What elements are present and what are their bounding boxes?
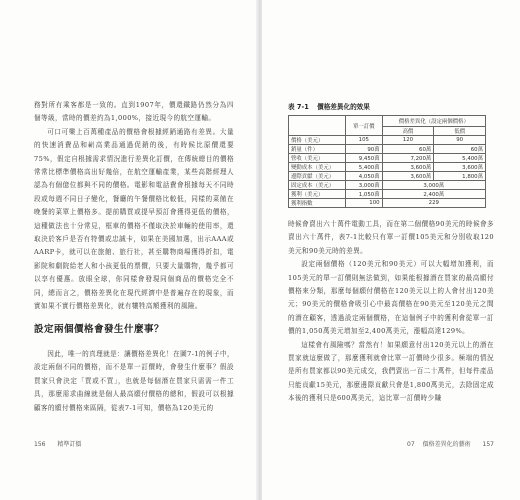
paragraph: 務對所有乘客都是一致的。直到1907年，價還鐵路仍然分為四個等級，當時的價差約為1,000%，接近現今的航空運輸。 bbox=[34, 101, 234, 123]
right-body bbox=[288, 218, 494, 406]
left-body-bottom bbox=[34, 348, 234, 415]
section-heading: 設定兩個價格會發生什麼事？ bbox=[34, 324, 165, 335]
row-label: 營收（美元） bbox=[289, 154, 346, 163]
cell-single: 5,400萬 bbox=[346, 163, 383, 172]
running-title: 價格差異化的藝術 bbox=[422, 441, 471, 448]
table-caption-label: 表 7-1 bbox=[288, 103, 309, 111]
table-header-high: 高價 bbox=[382, 127, 434, 136]
cell-high: 3,600萬 bbox=[382, 172, 434, 181]
cell-single: 90萬 bbox=[346, 145, 383, 154]
cell-single: 1,050萬 bbox=[346, 190, 383, 199]
cell-high: 3,600萬 bbox=[382, 163, 434, 172]
paragraph: 時候會賣出六十萬件電動工具，而在第二個價格90美元的時候會多賣出六十萬件，表7-1比較只有單一訂價105美元和分別收取120美元和90美元時的差異。 bbox=[288, 220, 494, 255]
chapter-number: 07 bbox=[407, 441, 415, 448]
cell-merged: 3,000萬 bbox=[382, 181, 485, 190]
left-folio bbox=[34, 439, 81, 448]
table-caption-title: 價格差異化的效果 bbox=[317, 103, 370, 111]
left-body-top bbox=[34, 99, 234, 314]
cell-high: 60萬 bbox=[382, 145, 434, 154]
cell-single: 3,000萬 bbox=[346, 181, 383, 190]
cell-single: 105 bbox=[346, 136, 383, 145]
table-header-group: 價格差異化（設定兩個價格） bbox=[382, 116, 485, 127]
row-label: 獲利（美元） bbox=[289, 190, 346, 199]
cell-low: 5,400萬 bbox=[434, 154, 486, 163]
row-label: 價格（美元） bbox=[289, 136, 346, 145]
cell-single: 100 bbox=[346, 199, 383, 208]
cell-merged: 229 bbox=[382, 199, 485, 208]
paragraph: 因此，唯一的真理就是：讓價格差異化！在圖7-1的例子中，設定兩個不同的價格，而不是單一訂價時，會發生什麼事？假設買家只會決定「買或不買」，也就是每個潛在買家只需需一件工具，那麼需求曲線就是個人最高願付價格的總和，假設可以根據顧客的願付價格來區隔，從表7-1可知，價格為120美元的 bbox=[34, 350, 234, 412]
table-header-single: 單一訂價 bbox=[346, 116, 383, 136]
row-label: 獲利指數 bbox=[289, 199, 346, 208]
cell-low: 3,600萬 bbox=[434, 163, 486, 172]
paragraph: 設定兩個價格（120美元和90美元）可以大幅增加獲利，而105美元的單一訂價則無法做到，如果能根據潛在買家的最高願付價格來分類，那麼每個願付價格在120美元以上的人會付出120美元；90美元的價格會吸引心中最高價格在90美元至120美元之間的潛在顧客，透過設定兩個價格，在這個例子中的獲利會從單一訂價的1,050萬美元增加至2,400萬美元，漲幅高達129%。 bbox=[288, 260, 494, 336]
cell-high: 7,200萬 bbox=[382, 154, 434, 163]
left-page bbox=[0, 0, 258, 500]
cell-low: 90 bbox=[434, 136, 486, 145]
cell-high: 120 bbox=[382, 136, 434, 145]
paragraph: 這樣會有風險嗎？當然有！如果願意付出120美元以上的潛在買家就這麼做了，那麼獲利就會比單一訂價時少很多。極端的情況是所有買家都以90美元成交，我們賣出一百二十萬件，但每件產品只能貢獻15美元，那麼邊際貢獻只會是1,800萬美元，去除固定成本後的獲利只是600萬美元，這比單一訂價時少賺 bbox=[288, 340, 494, 403]
row-label: 邊際貢獻（美元） bbox=[289, 172, 346, 181]
row-label: 銷量（件） bbox=[289, 145, 346, 154]
table-header-low: 低價 bbox=[434, 127, 486, 136]
right-folio bbox=[407, 439, 494, 448]
running-title: 精準訂價 bbox=[57, 441, 82, 448]
cell-single: 4,050萬 bbox=[346, 172, 383, 181]
cell-single: 9,450萬 bbox=[346, 154, 383, 163]
right-page-content bbox=[262, 0, 520, 500]
cell-low: 60萬 bbox=[434, 145, 486, 154]
page-number: 156 bbox=[34, 441, 46, 448]
cell-low: 1,800萬 bbox=[434, 172, 486, 181]
cell-merged: 2,400萬 bbox=[382, 190, 485, 199]
paragraph: 可口可樂上百萬種產品的價格會根據經銷通路有差異。大量的快速消費品和嶄高業品通過促銷的後，有時候比原價還要75%，假定自根據需求情況進行差異化訂價，在傳統總目的價格常常比標準價格高出好幾倍，在航空運輸產業，某些高階經理人認為有個億位都與不同的價格。電影和電話費會根據每天不同時段或每週不同日子變化，餐廳的午餐價格比較低，同樣的菜餚在晚餐的菜單上價格多。提前購買或提早預訂會獲得更低的價格，這種做法也十分常見，框車的價格不僅取決於車輛的使用率，還取決於客戶是否有特價或忠誠卡，如果在美國加選，出示AAA或AARP卡，就可以在旅館、旅行社，甚至購物商場獲得折扣，電影院和劇院給老人和小孩更低的票價，只要大量購物，幾乎都可以享有優惠。放眼全球，你同樣會發現同個商品的價格完全不同，總而言之，價格差異化在現代經濟中是普遍存在的現象，而實如果不實行價格差異化，就有犧牲高額獲利的風險。 bbox=[34, 127, 234, 311]
row-label: 變動成本（美元） bbox=[289, 163, 346, 172]
row-label: 固定成本（美元） bbox=[289, 181, 346, 190]
page-number: 157 bbox=[482, 441, 494, 448]
